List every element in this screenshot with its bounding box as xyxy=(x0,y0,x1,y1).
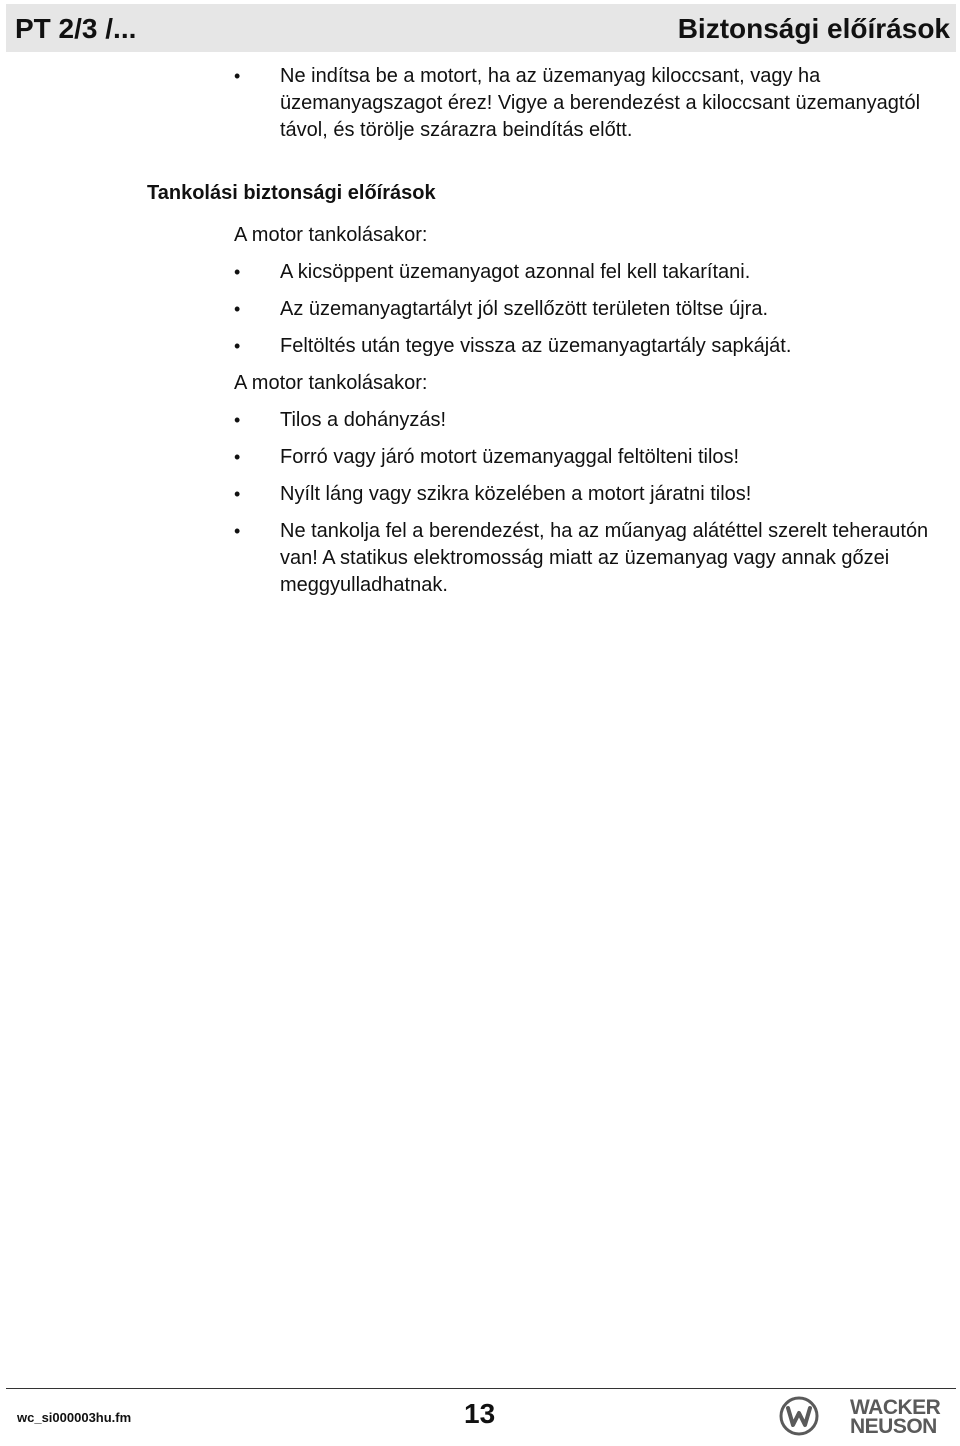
bullet-item xyxy=(234,407,940,434)
bullet-marker: • xyxy=(234,336,241,356)
header-right-title: Biztonsági előírások xyxy=(677,13,950,44)
header-left-title: PT 2/3 /... xyxy=(15,13,137,44)
bullet-text: Ne tankolja fel a berendezést, ha az műanyag alátéttel szerelt teherautón van! A statikus elektromosság miatt az üzemanyag vagy annak gőzei meggyulladhatnak. xyxy=(280,520,929,596)
intro-text: A motor tankolásakor: xyxy=(234,372,428,394)
bullet-text: Tilos a dohányzás! xyxy=(280,409,447,431)
bullet-marker: • xyxy=(234,484,241,504)
bullet-marker: • xyxy=(234,66,241,86)
footer-file-name: wc_si000003hu.fm xyxy=(17,1410,132,1425)
bullet-item xyxy=(234,518,940,599)
bullet-item xyxy=(234,333,940,360)
bullet-text: Az üzemanyagtartályt jól szellőzött területen töltse újra. xyxy=(280,298,769,320)
bullet-marker: • xyxy=(234,410,241,430)
intro-text: A motor tankolásakor: xyxy=(234,224,428,246)
bullet-marker: • xyxy=(234,447,241,467)
bullet-marker: • xyxy=(234,521,241,541)
page-header xyxy=(6,4,956,52)
bullet-item xyxy=(234,63,940,144)
bullet-item xyxy=(234,444,940,471)
bullet-text: A kicsöppent üzemanyagot azonnal fel kell takarítani. xyxy=(280,261,751,283)
logo-line-1: WACKER xyxy=(850,1396,941,1419)
bullet-text: Feltöltés után tegye vissza az üzemanyagtartály sapkáját. xyxy=(280,335,792,357)
bullet-item xyxy=(234,259,940,286)
brand-logo-text xyxy=(850,1398,940,1436)
bullet-text: Forró vagy járó motort üzemanyaggal feltölteni tilos! xyxy=(280,446,740,468)
footer-page-number: 13 xyxy=(464,1398,496,1429)
bullet-text: Nyílt láng vagy szikra közelében a motort járatni tilos! xyxy=(280,483,752,505)
bullet-item xyxy=(234,296,940,323)
bullet-item xyxy=(234,481,940,508)
wacker-neuson-logo-icon xyxy=(779,1396,819,1436)
bullet-marker: • xyxy=(234,262,241,282)
section-heading: Tankolási biztonsági előírások xyxy=(147,182,436,204)
footer-divider xyxy=(6,1388,956,1389)
logo-line-2: NEUSON xyxy=(850,1415,937,1438)
bullet-marker: • xyxy=(234,299,241,319)
bullet-text: Ne indítsa be a motort, ha az üzemanyag kiloccsant, vagy ha üzemanyagszagot érez! Vigye a berendezést a kiloccsant üzemanyagtól távol, és törölje szárazra beindítás előtt. xyxy=(280,65,921,141)
